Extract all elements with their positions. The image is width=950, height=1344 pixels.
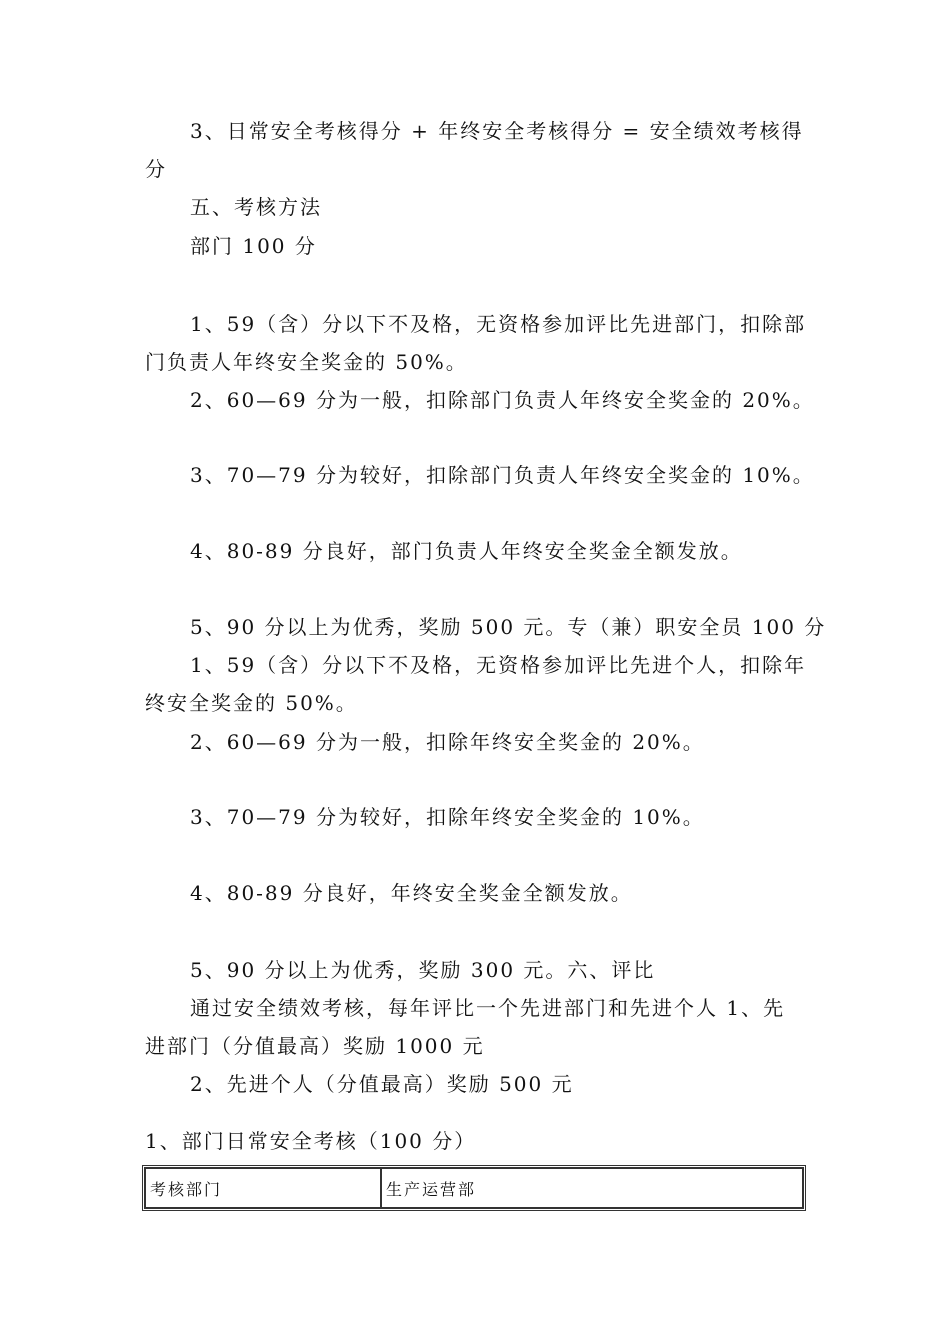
evaluation-award-2: 2、先进个人（分值最高）奖励 500 元 (190, 1072, 574, 1096)
evaluation-paragraph-cont: 进部门（分值最高）奖励 1000 元 (145, 1034, 485, 1058)
staff-rule-2: 2、60—69 分为一般，扣除年终安全奖金的 20%。 (190, 730, 705, 754)
evaluation-paragraph: 通过安全绩效考核，每年评比一个先进部门和先进个人 1、先 (190, 996, 786, 1020)
section-heading-method: 五、考核方法 (190, 195, 322, 219)
staff-rule-4: 4、80-89 分良好，年终安全奖金全额发放。 (190, 881, 633, 905)
paragraph-score-formula-cont: 分 (145, 157, 167, 181)
staff-rule-5: 5、90 分以上为优秀，奖励 300 元。六、评比 (190, 958, 656, 982)
dept-rule-4: 4、80-89 分良好，部门负责人年终安全奖金全额发放。 (190, 539, 743, 563)
dept-rule-2: 2、60—69 分为一般，扣除部门负责人年终安全奖金的 20%。 (190, 388, 815, 412)
dept-rule-5: 5、90 分以上为优秀，奖励 500 元。专（兼）职安全员 100 分 (190, 615, 827, 639)
assessment-table (142, 1165, 806, 1211)
staff-rule-1-cont: 终安全奖金的 50%。 (145, 691, 358, 715)
table-row (145, 1168, 803, 1208)
staff-rule-3: 3、70—79 分为较好，扣除年终安全奖金的 10%。 (190, 805, 705, 829)
paragraph-score-formula: 3、日常安全考核得分 + 年终安全考核得分 = 安全绩效考核得 (190, 119, 804, 143)
subheading-department: 部门 100 分 (190, 234, 317, 258)
dept-rule-3: 3、70—79 分为较好，扣除部门负责人年终安全奖金的 10%。 (190, 463, 815, 487)
table-cell-label: 考核部门 (145, 1168, 381, 1208)
dept-rule-1-cont: 门负责人年终安全奖金的 50%。 (145, 350, 468, 374)
table-title: 1、部门日常安全考核（100 分） (145, 1129, 477, 1153)
table-cell-value: 生产运营部 (381, 1168, 803, 1208)
dept-rule-1: 1、59（含）分以下不及格，无资格参加评比先进部门，扣除部 (190, 312, 807, 336)
staff-rule-1: 1、59（含）分以下不及格，无资格参加评比先进个人，扣除年 (190, 653, 807, 677)
